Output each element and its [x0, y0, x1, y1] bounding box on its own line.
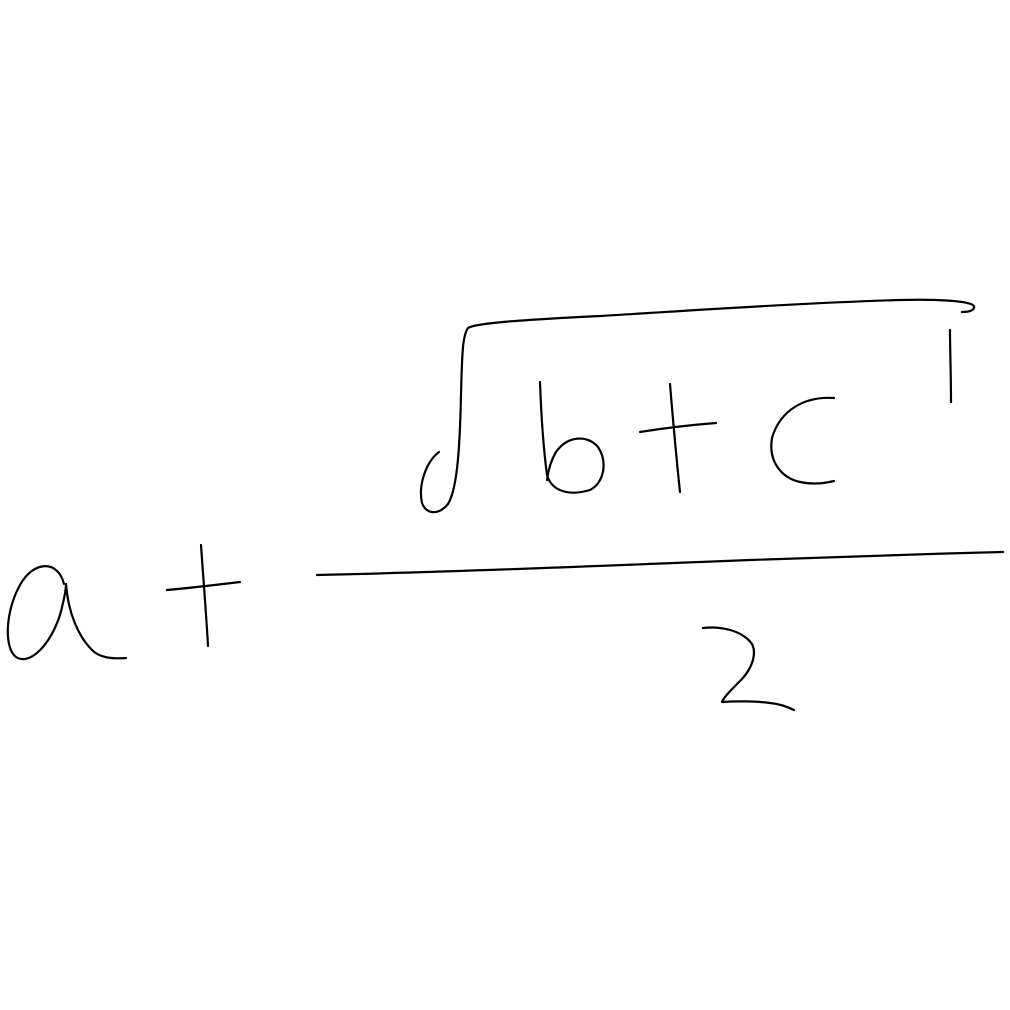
symbol-a	[8, 566, 126, 659]
radical-sign	[421, 300, 974, 512]
fraction-bar	[317, 552, 1003, 575]
symbol-two	[703, 628, 794, 710]
symbol-c	[771, 398, 834, 484]
symbol-plus-outer	[167, 545, 240, 646]
radical-overbar-end	[950, 330, 951, 402]
symbol-plus-inner	[640, 384, 716, 492]
symbol-b	[540, 382, 604, 493]
